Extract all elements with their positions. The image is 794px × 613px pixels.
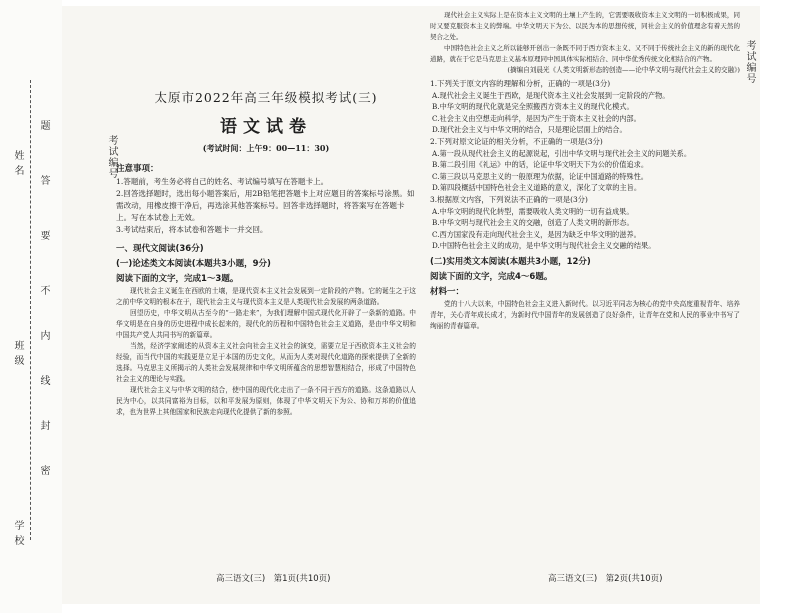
body-paragraph: 党的十八大以来，中国特色社会主义进入新时代。以习近平同志为核心的党中央高度重视青年、培养青年，关心青年成长成才，为新时代中国青年的发展创造了良好条件，让青年在党和人民的事业中书写了绚丽的青春篇章。	[430, 299, 740, 330]
note-item: 3.考试结束后，将本试卷和答题卡一并交回。	[116, 225, 268, 234]
note-item: 2.回答选择题时，选出每小题答案后，用2B铅笔把答题卡上对应题目的答案标号涂黑。如需改动，用橡皮擦干净后，再选涂其他答案标号。回答非选择题时，将答案写在答题卡上。写在本试卷上无效。	[116, 189, 415, 222]
material-heading: 材料一：	[430, 286, 465, 297]
question-stem: 3.根据原文内容，下列说法不正确的一项是(3分)	[430, 194, 588, 204]
subsection-heading: (二)实用类文本阅读(本题共3小题，12分)	[430, 256, 591, 267]
body-paragraph: 现代社会主义实际上是在资本主义文明的土壤上产生的，它需要吸收资本主义文明的一切积极成果，同时又要克服资本主义的弊端。中华文明天下为公、以民为本的思想传统，同社会主义的价值理念有着天然的契合之处。	[430, 11, 740, 41]
option-item: A.第一段从现代社会主义的起源说起，引出中华文明与现代社会主义的问题关系。	[432, 148, 692, 158]
option-item: B.中华文明与现代社会主义的交融，创造了人类文明的新形态。	[432, 218, 634, 228]
subsection-heading: (一)论述类文本阅读(本题共3小题，9分)	[116, 259, 271, 269]
page-two	[430, 10, 740, 592]
instruction: 阅读下面的文字，完成1～3题。	[116, 274, 239, 284]
seal-char-feng: 封	[38, 420, 49, 431]
exam-time: (考试时间：上午9：00—11：30)	[202, 143, 330, 153]
option-item: C.第三段以马克思主义的一般原理为依据，论证中国道路的特殊性。	[432, 171, 648, 181]
option-item: D.第四段概括中国特色社会主义道路的意义，深化了文章的主旨。	[432, 183, 642, 193]
instruction: 阅读下面的文字，完成4～6题。	[430, 271, 553, 282]
notes-heading: 注意事项：	[116, 164, 159, 174]
exam-number-label: 考试编号	[106, 135, 117, 179]
section-heading: 一、现代文阅读(36分)	[116, 244, 204, 254]
option-item: A.现代社会主义诞生于西欧，是现代资本主义社会发展到一定阶段的产物。	[432, 90, 670, 100]
option-item: D.现代社会主义与中华文明的结合，只是理论层面上的结合。	[432, 125, 627, 135]
exam-number-label-right: 考试编号	[744, 40, 755, 84]
class-label: 班 级	[12, 340, 23, 367]
option-item: B.中华文明的现代化就是完全照搬西方资本主义的现代化模式。	[432, 102, 634, 112]
seal-char-mi: 密	[38, 465, 49, 476]
body-paragraph: 现代社会主义与中华文明的结合，使中国的现代化走出了一条不同于西方的道路。这条道路以人民为中心，以共同富裕为目标，以和平发展为原则，体现了中华文明天下为公、协和万邦的价值追求，也为世界上其他国家和民族走向现代化提供了新的参照。	[116, 386, 416, 416]
option-item: A.中华文明的现代化转型，需要吸收人类文明的一切有益成果。	[432, 206, 634, 216]
school-label: 学 校	[12, 520, 23, 547]
question-stem: 2.下列对原文论证的相关分析，不正确的一项是(3分)	[430, 136, 603, 146]
seal-char-yao: 要	[38, 230, 49, 241]
page-footer: 高三语文(三) 第1页(共10页)	[216, 574, 331, 584]
option-item: C.西方国家没有走向现代社会主义，是因为缺乏中华文明的滋养。	[432, 229, 641, 239]
seal-char-nei: 内	[38, 330, 49, 341]
option-item: B.第二段引用《礼运》中的话，论证中华文明天下为公的价值追求。	[432, 160, 649, 170]
note-item: 1.答题前，考生务必将自己的姓名、考试编号填写在答题卡上。	[116, 177, 329, 186]
seal-char-bu: 不	[38, 285, 49, 296]
question-stem: 1.下列关于原文内容的理解和分析，正确的一项是(3分)	[430, 79, 611, 88]
source-citation: (摘编自刘晨光《人类文明新形态的创造——论中华文明与现代社会主义的交融》)	[507, 66, 740, 74]
seal-char-ti: 题	[38, 120, 49, 131]
body-paragraph: 当然，经济学家阐述的从资本主义社会向社会主义社会的演变，需要立足于西欧资本主义社会的经验，而当代中国的实践更是立足于本国的历史文化，从而为人类对现代化道路的探索提供了全新的选择。马克思主义所揭示的人类社会发展规律和中华文明所蕴含的思想智慧相结合，形成了中国特色社会主义的理论与实践。	[116, 342, 416, 383]
seal-line	[30, 80, 31, 540]
exam-title: 太原市2022年高三年级模拟考试(三)	[154, 90, 378, 105]
subject-title: 语文试卷	[220, 117, 312, 137]
body-paragraph: 中国特色社会主义之所以能够开创出一条既不同于西方资本主义、又不同于传统社会主义的新的现代化道路，就在于它是马克思主义基本原理同中国具体实际相结合、同中华优秀传统文化相结合的产物。	[430, 44, 740, 63]
option-item: C.社会主义由空想走向科学，是因为产生于资本主义社会的内部。	[432, 113, 641, 123]
page-footer: 高三语文(三) 第2页(共10页)	[548, 574, 663, 584]
name-label: 姓 名	[12, 150, 23, 177]
page-one	[116, 10, 416, 592]
option-item: D.中国特色社会主义的成功，是中华文明与现代社会主义交融的结果。	[432, 241, 656, 251]
body-paragraph: 现代社会主义诞生在西欧的土壤，是现代资本主义社会发展到一定阶段的产物。它的诞生之于这之前中华文明的根本在于，现代社会主义与现代资本主义是人类现代社会发展的两条道路。	[116, 287, 416, 306]
seal-char-da: 答	[38, 175, 49, 186]
binding-margin	[0, 0, 62, 613]
seal-char-xian: 线	[38, 375, 49, 386]
body-paragraph: 回望历史，中华文明从古至今的“一路走来”，为我们理解中国式现代化开辟了一条新的道路。中华文明是在自身的历史进程中成长起来的，现代化的历程和中国特色社会主义道路，是由中华文明和中国共产党人共同书写的新篇章。	[116, 309, 416, 339]
